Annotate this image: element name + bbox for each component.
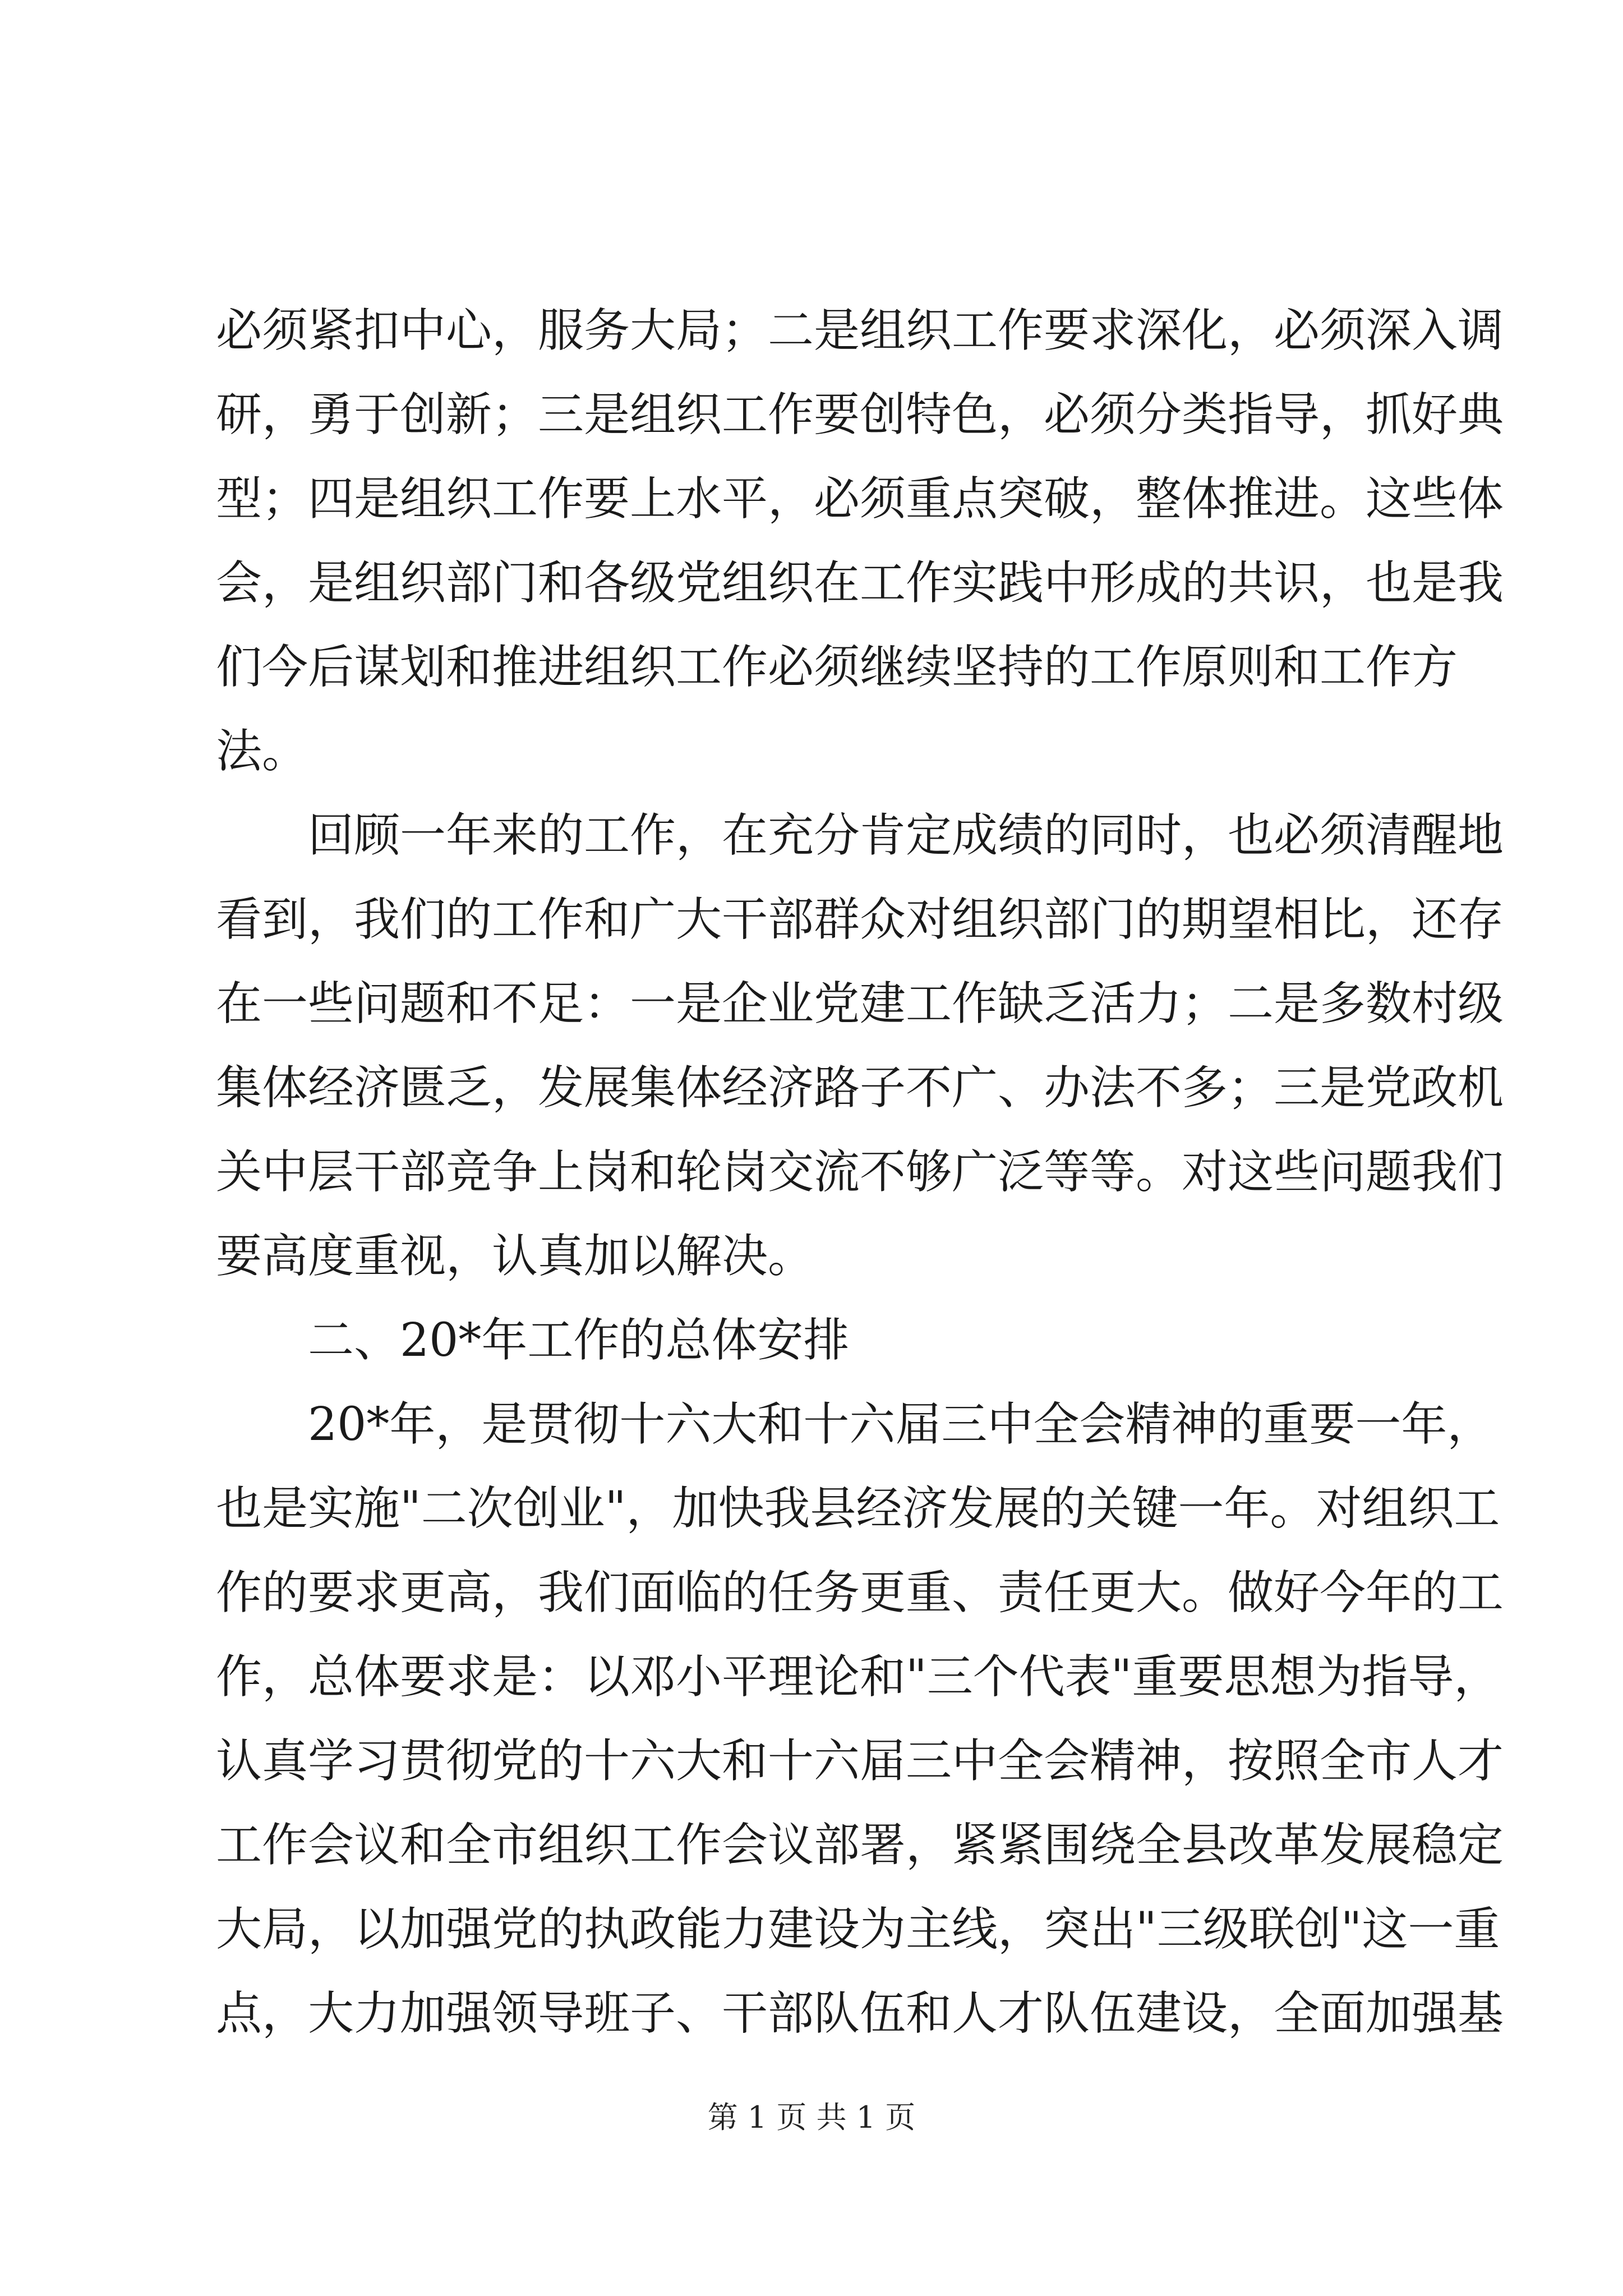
text-line: 在一些问题和不足：一是企业党建工作缺乏活力；二是多数村级 [216, 977, 1504, 1030]
text-line: 大局，以加强党的执政能力建设为主线，突出"三级联创"这一重 [216, 1903, 1500, 1956]
text-line: 法。 [216, 725, 308, 778]
paragraph-first-line: 回顾一年来的工作，在充分肯定成绩的同时，也必须清醒地 [308, 809, 1504, 862]
text-line: 集体经济匮乏，发展集体经济路子不广、办法不多；三是党政机 [216, 1061, 1504, 1115]
text-line: 作，总体要求是：以邓小平理论和"三个代表"重要思想为指导， [216, 1650, 1500, 1704]
text-line: 要高度重视，认真加以解决。 [216, 1230, 814, 1283]
text-line: 也是实施"二次创业"，加快我县经济发展的关键一年。对组织工 [216, 1482, 1500, 1535]
paragraph-first-line: 20*年，是贯彻十六大和十六届三中全会精神的重要一年， [308, 1398, 1493, 1451]
text-line: 们今后谋划和推进组织工作必须继续坚持的工作原则和工作方 [216, 641, 1458, 694]
text-line: 研，勇于创新；三是组织工作要创特色，必须分类指导，抓好典 [216, 388, 1504, 441]
text-line: 作的要求更高，我们面临的任务更重、责任更大。做好今年的工 [216, 1566, 1504, 1619]
page-footer: 第 1 页 共 1 页 [707, 2100, 916, 2135]
text-line: 关中层干部竞争上岗和轮岗交流不够广泛等等。对这些问题我们 [216, 1145, 1504, 1199]
text-line: 型；四是组织工作要上水平，必须重点突破，整体推进。这些体 [216, 472, 1504, 526]
text-line: 认真学习贯彻党的十六大和十六届三中全会精神，按照全市人才 [216, 1734, 1504, 1788]
text-line: 工作会议和全市组织工作会议部署，紧紧围绕全县改革发展稳定 [216, 1819, 1504, 1872]
text-line: 看到，我们的工作和广大干部群众对组织部门的期望相比，还存 [216, 893, 1504, 946]
text-line: 点，大力加强领导班子、干部队伍和人才队伍建设，全面加强基 [216, 1987, 1504, 2040]
text-line: 必须紧扣中心，服务大局；二是组织工作要求深化，必须深入调 [216, 304, 1504, 357]
section-heading: 二、20*年工作的总体安排 [308, 1314, 850, 1367]
text-line: 会，是组织部门和各级党组织在工作实践中形成的共识，也是我 [216, 556, 1504, 610]
